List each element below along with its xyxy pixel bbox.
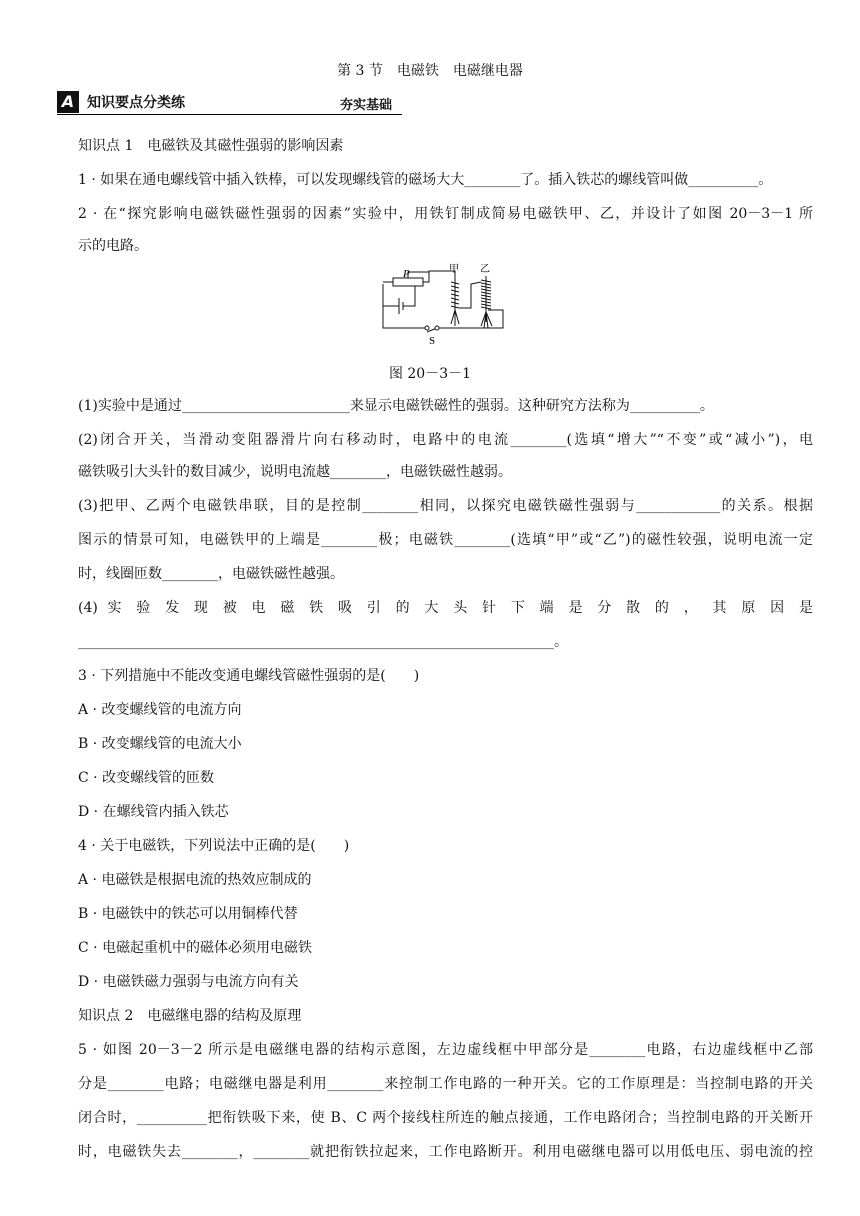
q4-option-c: C · 电磁起重机中的磁体必须用电磁铁 (78, 940, 313, 956)
fig-label-jia: 甲 (449, 264, 459, 275)
question-4: 4 · 关于电磁铁，下列说法中正确的是( ) (78, 838, 350, 854)
question-5-line-4: 时，电磁铁失去________，________就把衔铁拉起来，工作电路断开。利用电磁继电器可以用低电压、弱电流的控 (78, 1144, 813, 1160)
fig-label-s: S (429, 335, 436, 347)
circuit-figure (375, 262, 525, 357)
knowledge-point-2: 知识点 2 电磁继电器的结构及原理 (78, 1008, 302, 1024)
q2-part-3-line-3: 时，线圈匝数________，电磁铁磁性越强。 (78, 566, 344, 582)
q2-part-1: (1)实验中是通过________________________来显示电磁铁磁性的强弱。这种研究方法称为__________。 (78, 398, 714, 414)
q2-part-4-line-1: (4) 实 验 发 现 被 电 磁 铁 吸 引 的 大 头 针 下 端 是 分 散 的 ， 其 原 因 是 (78, 600, 813, 616)
q2-part-2-line-1: (2)闭合开关，当滑动变阻器滑片向右移动时，电路中的电流________(选填“增大”“不变”或“减小”)，电 (78, 432, 813, 448)
question-2-line-2: 示的电路。 (78, 238, 148, 254)
question-1: 1 · 如果在通电螺线管中插入铁棒，可以发现螺线管的磁场大大________了。插入铁芯的螺线管叫做__________。 (78, 172, 773, 188)
q2-part-4-answer-line: ____________________________________________________________________。 (78, 634, 568, 650)
fig-label-yi: 乙 (480, 264, 490, 275)
figure-caption: 图 20－3－1 (388, 366, 472, 382)
question-2-line-1: 2 · 在“探究影响电磁铁磁性强弱的因素”实验中，用铁钉制成简易电磁铁甲、乙，并设计了如图 20－3－1 所 (78, 206, 813, 222)
banner-section-title: 知识要点分类练 (87, 95, 185, 111)
question-5-line-1: 5 · 如图 20－3－2 所示是电磁继电器的结构示意图，左边虚线框中甲部分是________电路，右边虚线框中乙部 (78, 1042, 813, 1058)
q3-option-d: D · 在螺线管内插入铁芯 (78, 804, 229, 820)
q2-part-3-line-1: (3)把甲、乙两个电磁铁串联，目的是控制________相同，以探究电磁铁磁性强弱与____________的关系。根据 (78, 498, 813, 514)
question-3: 3 · 下列措施中不能改变通电螺线管磁性强弱的是( ) (78, 668, 420, 684)
q3-option-b: B · 改变螺线管的电流大小 (78, 736, 242, 752)
fig-label-p: P (403, 268, 410, 280)
section-logo-icon: A (57, 91, 79, 113)
q4-option-d: D · 电磁铁磁力强弱与电流方向有关 (78, 974, 299, 990)
question-5-line-2: 分是________电路；电磁继电器是利用________来控制工作电路的一种开关。它的工作原理是：当控制电路的开关 (78, 1076, 813, 1092)
q4-option-a: A · 电磁铁是根据电流的热效应制成的 (78, 872, 312, 888)
question-5-line-3: 闭合时，__________把衔铁吸下来，使 B、C 两个接线柱所连的触点接通，工作电路闭合；当控制电路的开关断开 (78, 1110, 813, 1126)
q4-option-b: B · 电磁铁中的铁芯可以用铜棒代替 (78, 906, 298, 922)
knowledge-point-1: 知识点 1 电磁铁及其磁性强弱的影响因素 (78, 138, 344, 154)
q2-part-3-line-2: 图示的情景可知，电磁铁甲的上端是________极；电磁铁________(选填“甲”或“乙”)的磁性较强，说明电流一定 (78, 532, 813, 548)
banner-tag: 夯实基础 (340, 98, 393, 113)
q3-option-c: C · 改变螺线管的匝数 (78, 770, 215, 786)
section-banner (57, 90, 402, 119)
page-title: 第 3 节 电磁铁 电磁继电器 (337, 63, 523, 79)
q3-option-a: A · 改变螺线管的电流方向 (78, 702, 242, 718)
q2-part-2-line-2: 磁铁吸引大头针的数目减少，说明电流越________，电磁铁磁性越弱。 (78, 464, 512, 480)
